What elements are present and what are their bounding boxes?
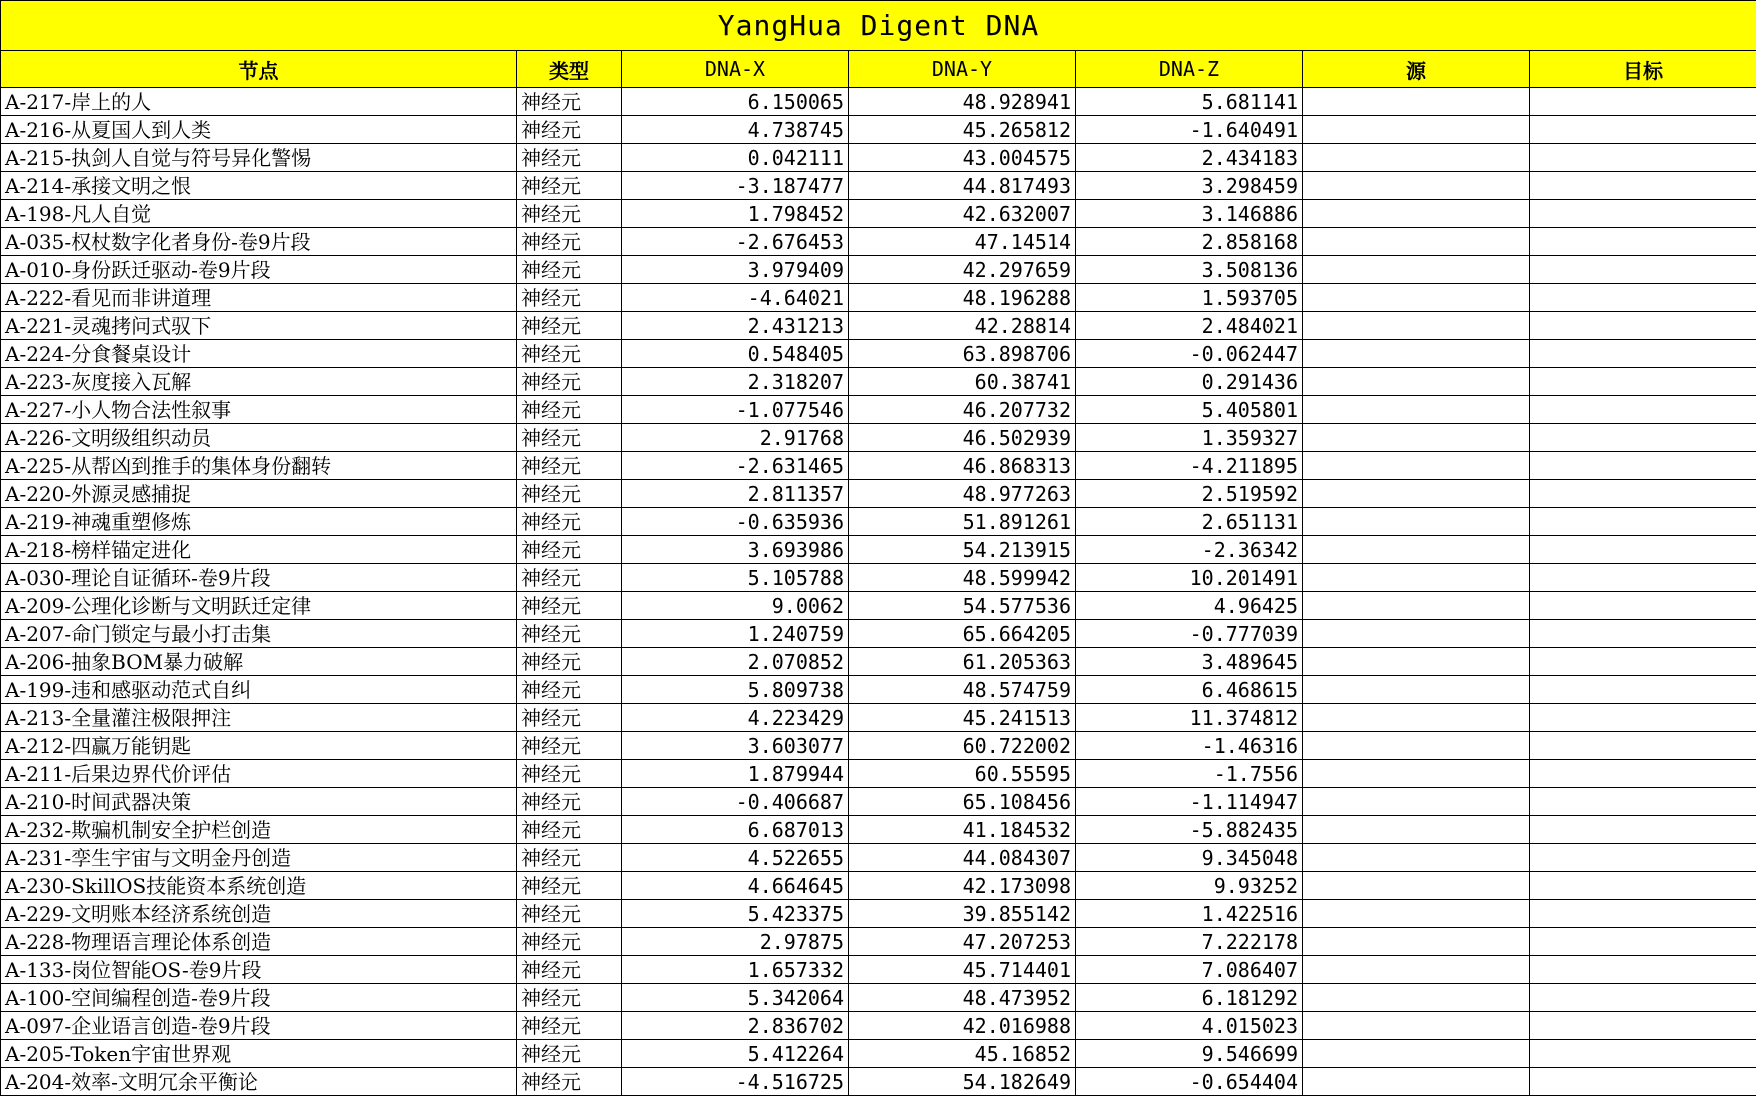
cell-node[interactable]: A-097-企业语言创造-卷9片段	[1, 1012, 517, 1040]
cell-node[interactable]: A-223-灰度接入瓦解	[1, 368, 517, 396]
cell-dna-x[interactable]: 6.687013	[622, 816, 849, 844]
table-row	[1, 508, 1756, 536]
cell-target[interactable]	[1530, 732, 1756, 760]
cell-source[interactable]	[1303, 88, 1530, 116]
title-row	[1, 1, 1756, 51]
cell-target[interactable]	[1530, 424, 1756, 452]
cell-node[interactable]: A-212-四赢万能钥匙	[1, 732, 517, 760]
cell-target[interactable]	[1530, 228, 1756, 256]
cell-source[interactable]	[1303, 312, 1530, 340]
table-row	[1, 172, 1756, 200]
cell-source[interactable]	[1303, 452, 1530, 480]
cell-target[interactable]	[1530, 592, 1756, 620]
table-row	[1, 144, 1756, 172]
cell-target[interactable]	[1530, 340, 1756, 368]
cell-source[interactable]	[1303, 900, 1530, 928]
cell-dna-x[interactable]: 2.318207	[622, 368, 849, 396]
table-row	[1, 676, 1756, 704]
cell-type[interactable]: 神经元	[517, 620, 622, 648]
cell-type[interactable]: 神经元	[517, 928, 622, 956]
table-row	[1, 284, 1756, 312]
cell-type[interactable]: 神经元	[517, 788, 622, 816]
header-target[interactable]: 目标	[1530, 51, 1756, 88]
cell-dna-x[interactable]: 5.342064	[622, 984, 849, 1012]
cell-node[interactable]: A-209-公理化诊断与文明跃迁定律	[1, 592, 517, 620]
cell-source[interactable]	[1303, 620, 1530, 648]
cell-source[interactable]	[1303, 732, 1530, 760]
cell-dna-z[interactable]: -0.062447	[1076, 340, 1303, 368]
cell-target[interactable]	[1530, 172, 1756, 200]
cell-dna-y[interactable]: 45.16852	[849, 1040, 1076, 1068]
cell-target[interactable]	[1530, 1040, 1756, 1068]
cell-dna-z[interactable]: 9.345048	[1076, 844, 1303, 872]
cell-target[interactable]	[1530, 284, 1756, 312]
table-row	[1, 844, 1756, 872]
cell-dna-y[interactable]: 48.977263	[849, 480, 1076, 508]
cell-node[interactable]: A-231-孪生宇宙与文明金丹创造	[1, 844, 517, 872]
cell-dna-z[interactable]: 7.222178	[1076, 928, 1303, 956]
cell-dna-x[interactable]: 2.91768	[622, 424, 849, 452]
cell-node[interactable]: A-204-效率-文明冗余平衡论	[1, 1068, 517, 1096]
cell-node[interactable]: A-232-欺骗机制安全护栏创造	[1, 816, 517, 844]
cell-dna-y[interactable]: 65.108456	[849, 788, 1076, 816]
sheet-title[interactable]: YangHua Digent DNA	[1, 1, 1756, 51]
cell-dna-z[interactable]: 3.298459	[1076, 172, 1303, 200]
cell-dna-y[interactable]: 43.004575	[849, 144, 1076, 172]
cell-type[interactable]: 神经元	[517, 312, 622, 340]
header-row	[1, 51, 1756, 88]
cell-type[interactable]: 神经元	[517, 732, 622, 760]
cell-dna-x[interactable]: 0.548405	[622, 340, 849, 368]
cell-source[interactable]	[1303, 144, 1530, 172]
cell-target[interactable]	[1530, 1068, 1756, 1096]
table-row	[1, 480, 1756, 508]
cell-node[interactable]: A-229-文明账本经济系统创造	[1, 900, 517, 928]
cell-dna-z[interactable]: 3.146886	[1076, 200, 1303, 228]
cell-target[interactable]	[1530, 452, 1756, 480]
table-row	[1, 564, 1756, 592]
cell-node[interactable]: A-221-灵魂拷问式驭下	[1, 312, 517, 340]
cell-dna-y[interactable]: 42.173098	[849, 872, 1076, 900]
cell-dna-x[interactable]: 5.809738	[622, 676, 849, 704]
cell-dna-x[interactable]: 4.223429	[622, 704, 849, 732]
header-dna-x[interactable]: DNA-X	[622, 51, 849, 88]
cell-target[interactable]	[1530, 984, 1756, 1012]
cell-source[interactable]	[1303, 872, 1530, 900]
cell-source[interactable]	[1303, 1068, 1530, 1096]
cell-dna-x[interactable]: 2.431213	[622, 312, 849, 340]
cell-node[interactable]: A-224-分食餐桌设计	[1, 340, 517, 368]
cell-type[interactable]: 神经元	[517, 284, 622, 312]
cell-dna-x[interactable]: -1.077546	[622, 396, 849, 424]
cell-dna-y[interactable]: 48.473952	[849, 984, 1076, 1012]
cell-dna-y[interactable]: 61.205363	[849, 648, 1076, 676]
cell-dna-y[interactable]: 46.502939	[849, 424, 1076, 452]
cell-node[interactable]: A-035-权杖数字化者身份-卷9片段	[1, 228, 517, 256]
cell-dna-x[interactable]: 1.657332	[622, 956, 849, 984]
cell-dna-x[interactable]: 0.042111	[622, 144, 849, 172]
cell-dna-y[interactable]: 48.599942	[849, 564, 1076, 592]
cell-node[interactable]: A-199-违和感驱动范式自纠	[1, 676, 517, 704]
cell-dna-x[interactable]: 6.150065	[622, 88, 849, 116]
cell-dna-z[interactable]: -4.211895	[1076, 452, 1303, 480]
cell-source[interactable]	[1303, 592, 1530, 620]
cell-target[interactable]	[1530, 508, 1756, 536]
cell-dna-z[interactable]: 3.508136	[1076, 256, 1303, 284]
cell-node[interactable]: A-227-小人物合法性叙事	[1, 396, 517, 424]
cell-dna-y[interactable]: 60.38741	[849, 368, 1076, 396]
cell-dna-x[interactable]: 4.522655	[622, 844, 849, 872]
cell-source[interactable]	[1303, 340, 1530, 368]
cell-dna-y[interactable]: 39.855142	[849, 900, 1076, 928]
cell-dna-z[interactable]: 1.422516	[1076, 900, 1303, 928]
cell-dna-x[interactable]: 9.0062	[622, 592, 849, 620]
cell-dna-x[interactable]: 4.738745	[622, 116, 849, 144]
cell-dna-x[interactable]: 5.105788	[622, 564, 849, 592]
cell-source[interactable]	[1303, 508, 1530, 536]
cell-target[interactable]	[1530, 900, 1756, 928]
cell-type[interactable]: 神经元	[517, 704, 622, 732]
table-row	[1, 1040, 1756, 1068]
cell-dna-z[interactable]: 10.201491	[1076, 564, 1303, 592]
table-row	[1, 312, 1756, 340]
table-row	[1, 704, 1756, 732]
cell-type[interactable]: 神经元	[517, 228, 622, 256]
cell-target[interactable]	[1530, 760, 1756, 788]
table-row	[1, 984, 1756, 1012]
cell-dna-y[interactable]: 44.084307	[849, 844, 1076, 872]
cell-node[interactable]: A-220-外源灵感捕捉	[1, 480, 517, 508]
cell-dna-x[interactable]: -0.635936	[622, 508, 849, 536]
header-type[interactable]: 类型	[517, 51, 622, 88]
cell-dna-x[interactable]: -2.631465	[622, 452, 849, 480]
cell-target[interactable]	[1530, 200, 1756, 228]
cell-dna-x[interactable]: 1.879944	[622, 760, 849, 788]
cell-type[interactable]: 神经元	[517, 984, 622, 1012]
cell-target[interactable]	[1530, 872, 1756, 900]
table-row	[1, 396, 1756, 424]
table-row	[1, 732, 1756, 760]
cell-node[interactable]: A-226-文明级组织动员	[1, 424, 517, 452]
cell-source[interactable]	[1303, 424, 1530, 452]
cell-node[interactable]: A-230-SkillOS技能资本系统创造	[1, 872, 517, 900]
cell-dna-x[interactable]: 1.798452	[622, 200, 849, 228]
cell-source[interactable]	[1303, 200, 1530, 228]
cell-target[interactable]	[1530, 704, 1756, 732]
cell-dna-y[interactable]: 44.817493	[849, 172, 1076, 200]
cell-dna-y[interactable]: 54.213915	[849, 536, 1076, 564]
header-dna-y[interactable]: DNA-Y	[849, 51, 1076, 88]
cell-dna-y[interactable]: 46.868313	[849, 452, 1076, 480]
cell-dna-z[interactable]: 1.359327	[1076, 424, 1303, 452]
cell-node[interactable]: A-211-后果边界代价评估	[1, 760, 517, 788]
header-dna-z[interactable]: DNA-Z	[1076, 51, 1303, 88]
cell-target[interactable]	[1530, 396, 1756, 424]
cell-target[interactable]	[1530, 368, 1756, 396]
cell-node[interactable]: A-225-从帮凶到推手的集体身份翻转	[1, 452, 517, 480]
cell-dna-z[interactable]: -1.7556	[1076, 760, 1303, 788]
cell-dna-x[interactable]: 2.97875	[622, 928, 849, 956]
cell-dna-y[interactable]: 42.297659	[849, 256, 1076, 284]
table-row	[1, 620, 1756, 648]
cell-type[interactable]: 神经元	[517, 508, 622, 536]
header-source[interactable]: 源	[1303, 51, 1530, 88]
cell-dna-z[interactable]: 9.546699	[1076, 1040, 1303, 1068]
cell-source[interactable]	[1303, 816, 1530, 844]
cell-target[interactable]	[1530, 648, 1756, 676]
cell-dna-x[interactable]: -0.406687	[622, 788, 849, 816]
cell-type[interactable]: 神经元	[517, 676, 622, 704]
cell-dna-z[interactable]: 5.681141	[1076, 88, 1303, 116]
cell-dna-y[interactable]: 42.016988	[849, 1012, 1076, 1040]
cell-node[interactable]: A-010-身份跃迁驱动-卷9片段	[1, 256, 517, 284]
cell-source[interactable]	[1303, 480, 1530, 508]
cell-target[interactable]	[1530, 928, 1756, 956]
cell-type[interactable]: 神经元	[517, 536, 622, 564]
cell-dna-y[interactable]: 48.196288	[849, 284, 1076, 312]
cell-type[interactable]: 神经元	[517, 760, 622, 788]
cell-dna-x[interactable]: -2.676453	[622, 228, 849, 256]
cell-type[interactable]: 神经元	[517, 424, 622, 452]
cell-dna-y[interactable]: 45.241513	[849, 704, 1076, 732]
cell-node[interactable]: A-198-凡人自觉	[1, 200, 517, 228]
cell-dna-y[interactable]: 48.928941	[849, 88, 1076, 116]
table-row	[1, 788, 1756, 816]
cell-dna-y[interactable]: 51.891261	[849, 508, 1076, 536]
cell-dna-y[interactable]: 45.714401	[849, 956, 1076, 984]
cell-dna-z[interactable]: 7.086407	[1076, 956, 1303, 984]
cell-source[interactable]	[1303, 648, 1530, 676]
cell-dna-x[interactable]: 5.423375	[622, 900, 849, 928]
cell-type[interactable]: 神经元	[517, 844, 622, 872]
cell-node[interactable]: A-133-岗位智能OS-卷9片段	[1, 956, 517, 984]
cell-dna-y[interactable]: 48.574759	[849, 676, 1076, 704]
cell-source[interactable]	[1303, 956, 1530, 984]
table-row	[1, 900, 1756, 928]
cell-dna-z[interactable]: -1.46316	[1076, 732, 1303, 760]
cell-dna-y[interactable]: 42.28814	[849, 312, 1076, 340]
cell-source[interactable]	[1303, 368, 1530, 396]
table-row	[1, 816, 1756, 844]
cell-node[interactable]: A-206-抽象BOM暴力破解	[1, 648, 517, 676]
table-row	[1, 1068, 1756, 1096]
cell-target[interactable]	[1530, 844, 1756, 872]
cell-target[interactable]	[1530, 144, 1756, 172]
table-row	[1, 592, 1756, 620]
cell-dna-z[interactable]: 2.651131	[1076, 508, 1303, 536]
cell-node[interactable]: A-210-时间武器决策	[1, 788, 517, 816]
cell-source[interactable]	[1303, 536, 1530, 564]
cell-node[interactable]: A-222-看见而非讲道理	[1, 284, 517, 312]
table-row	[1, 424, 1756, 452]
cell-dna-z[interactable]: 3.489645	[1076, 648, 1303, 676]
cell-dna-z[interactable]: 9.93252	[1076, 872, 1303, 900]
cell-source[interactable]	[1303, 172, 1530, 200]
cell-node[interactable]: A-219-神魂重塑修炼	[1, 508, 517, 536]
cell-dna-z[interactable]: 0.291436	[1076, 368, 1303, 396]
cell-dna-y[interactable]: 60.55595	[849, 760, 1076, 788]
cell-dna-y[interactable]: 65.664205	[849, 620, 1076, 648]
cell-node[interactable]: A-213-全量灌注极限押注	[1, 704, 517, 732]
cell-target[interactable]	[1530, 1012, 1756, 1040]
cell-type[interactable]: 神经元	[517, 956, 622, 984]
cell-dna-z[interactable]: -1.114947	[1076, 788, 1303, 816]
cell-target[interactable]	[1530, 788, 1756, 816]
cell-target[interactable]	[1530, 620, 1756, 648]
cell-source[interactable]	[1303, 1040, 1530, 1068]
table-row	[1, 116, 1756, 144]
cell-source[interactable]	[1303, 564, 1530, 592]
cell-type[interactable]: 神经元	[517, 900, 622, 928]
cell-dna-x[interactable]: 5.412264	[622, 1040, 849, 1068]
cell-dna-y[interactable]: 47.207253	[849, 928, 1076, 956]
cell-dna-x[interactable]: 3.979409	[622, 256, 849, 284]
cell-dna-z[interactable]: 5.405801	[1076, 396, 1303, 424]
cell-dna-z[interactable]: 2.858168	[1076, 228, 1303, 256]
cell-dna-y[interactable]: 41.184532	[849, 816, 1076, 844]
table-row	[1, 956, 1756, 984]
header-node[interactable]: 节点	[1, 51, 517, 88]
cell-dna-x[interactable]: 4.664645	[622, 872, 849, 900]
cell-dna-z[interactable]: 4.96425	[1076, 592, 1303, 620]
table-row	[1, 648, 1756, 676]
cell-dna-z[interactable]: -0.777039	[1076, 620, 1303, 648]
cell-source[interactable]	[1303, 228, 1530, 256]
table-row	[1, 228, 1756, 256]
cell-target[interactable]	[1530, 676, 1756, 704]
cell-target[interactable]	[1530, 956, 1756, 984]
cell-dna-y[interactable]: 54.182649	[849, 1068, 1076, 1096]
cell-source[interactable]	[1303, 284, 1530, 312]
cell-dna-z[interactable]: 2.434183	[1076, 144, 1303, 172]
cell-dna-y[interactable]: 47.14514	[849, 228, 1076, 256]
cell-node[interactable]: A-030-理论自证循环-卷9片段	[1, 564, 517, 592]
cell-source[interactable]	[1303, 760, 1530, 788]
cell-node[interactable]: A-100-空间编程创造-卷9片段	[1, 984, 517, 1012]
cell-dna-z[interactable]: 2.484021	[1076, 312, 1303, 340]
table-row	[1, 452, 1756, 480]
cell-source[interactable]	[1303, 984, 1530, 1012]
cell-target[interactable]	[1530, 564, 1756, 592]
cell-dna-y[interactable]: 42.632007	[849, 200, 1076, 228]
cell-type[interactable]: 神经元	[517, 340, 622, 368]
cell-dna-y[interactable]: 46.207732	[849, 396, 1076, 424]
cell-dna-x[interactable]: 2.811357	[622, 480, 849, 508]
cell-dna-z[interactable]: 4.015023	[1076, 1012, 1303, 1040]
table-row	[1, 256, 1756, 284]
cell-node[interactable]: A-205-Token宇宙世界观	[1, 1040, 517, 1068]
cell-node[interactable]: A-217-岸上的人	[1, 88, 517, 116]
cell-target[interactable]	[1530, 256, 1756, 284]
cell-dna-x[interactable]: -4.64021	[622, 284, 849, 312]
cell-source[interactable]	[1303, 704, 1530, 732]
cell-dna-z[interactable]: -0.654404	[1076, 1068, 1303, 1096]
cell-target[interactable]	[1530, 116, 1756, 144]
table-row	[1, 88, 1756, 116]
cell-type[interactable]: 神经元	[517, 368, 622, 396]
cell-type[interactable]: 神经元	[517, 116, 622, 144]
cell-type[interactable]: 神经元	[517, 564, 622, 592]
cell-dna-x[interactable]: 1.240759	[622, 620, 849, 648]
cell-dna-z[interactable]: 11.374812	[1076, 704, 1303, 732]
cell-source[interactable]	[1303, 928, 1530, 956]
cell-type[interactable]: 神经元	[517, 200, 622, 228]
cell-dna-y[interactable]: 54.577536	[849, 592, 1076, 620]
table-row	[1, 536, 1756, 564]
cell-type[interactable]: 神经元	[517, 452, 622, 480]
cell-dna-z[interactable]: 1.593705	[1076, 284, 1303, 312]
cell-dna-x[interactable]: 2.070852	[622, 648, 849, 676]
cell-type[interactable]: 神经元	[517, 1012, 622, 1040]
cell-dna-x[interactable]: 3.603077	[622, 732, 849, 760]
table-row	[1, 872, 1756, 900]
cell-target[interactable]	[1530, 312, 1756, 340]
cell-type[interactable]: 神经元	[517, 872, 622, 900]
cell-source[interactable]	[1303, 676, 1530, 704]
cell-dna-z[interactable]: 6.468615	[1076, 676, 1303, 704]
cell-source[interactable]	[1303, 116, 1530, 144]
cell-dna-y[interactable]: 60.722002	[849, 732, 1076, 760]
cell-type[interactable]: 神经元	[517, 1040, 622, 1068]
cell-dna-x[interactable]: 3.693986	[622, 536, 849, 564]
cell-type[interactable]: 神经元	[517, 816, 622, 844]
cell-source[interactable]	[1303, 844, 1530, 872]
cell-dna-z[interactable]: -2.36342	[1076, 536, 1303, 564]
table-row	[1, 760, 1756, 788]
cell-node[interactable]: A-218-榜样锚定进化	[1, 536, 517, 564]
cell-source[interactable]	[1303, 256, 1530, 284]
cell-target[interactable]	[1530, 480, 1756, 508]
cell-type[interactable]: 神经元	[517, 144, 622, 172]
cell-source[interactable]	[1303, 788, 1530, 816]
table-row	[1, 340, 1756, 368]
cell-dna-z[interactable]: 2.519592	[1076, 480, 1303, 508]
cell-target[interactable]	[1530, 536, 1756, 564]
table-row	[1, 1012, 1756, 1040]
cell-dna-y[interactable]: 45.265812	[849, 116, 1076, 144]
cell-type[interactable]: 神经元	[517, 648, 622, 676]
cell-dna-y[interactable]: 63.898706	[849, 340, 1076, 368]
cell-target[interactable]	[1530, 88, 1756, 116]
cell-source[interactable]	[1303, 396, 1530, 424]
cell-node[interactable]: A-216-从夏国人到人类	[1, 116, 517, 144]
table-row	[1, 200, 1756, 228]
table-row	[1, 928, 1756, 956]
cell-type[interactable]: 神经元	[517, 480, 622, 508]
cell-dna-x[interactable]: -4.516725	[622, 1068, 849, 1096]
cell-node[interactable]: A-228-物理语言理论体系创造	[1, 928, 517, 956]
cell-node[interactable]: A-214-承接文明之恨	[1, 172, 517, 200]
cell-dna-z[interactable]: -1.640491	[1076, 116, 1303, 144]
cell-dna-z[interactable]: -5.882435	[1076, 816, 1303, 844]
cell-dna-x[interactable]: 2.836702	[622, 1012, 849, 1040]
cell-node[interactable]: A-215-执剑人自觉与符号异化警惕	[1, 144, 517, 172]
cell-dna-x[interactable]: -3.187477	[622, 172, 849, 200]
cell-source[interactable]	[1303, 1012, 1530, 1040]
cell-type[interactable]: 神经元	[517, 396, 622, 424]
cell-type[interactable]: 神经元	[517, 1068, 622, 1096]
cell-type[interactable]: 神经元	[517, 256, 622, 284]
cell-type[interactable]: 神经元	[517, 88, 622, 116]
cell-node[interactable]: A-207-命门锁定与最小打击集	[1, 620, 517, 648]
table-row	[1, 368, 1756, 396]
cell-dna-z[interactable]: 6.181292	[1076, 984, 1303, 1012]
cell-target[interactable]	[1530, 816, 1756, 844]
cell-type[interactable]: 神经元	[517, 172, 622, 200]
cell-type[interactable]: 神经元	[517, 592, 622, 620]
